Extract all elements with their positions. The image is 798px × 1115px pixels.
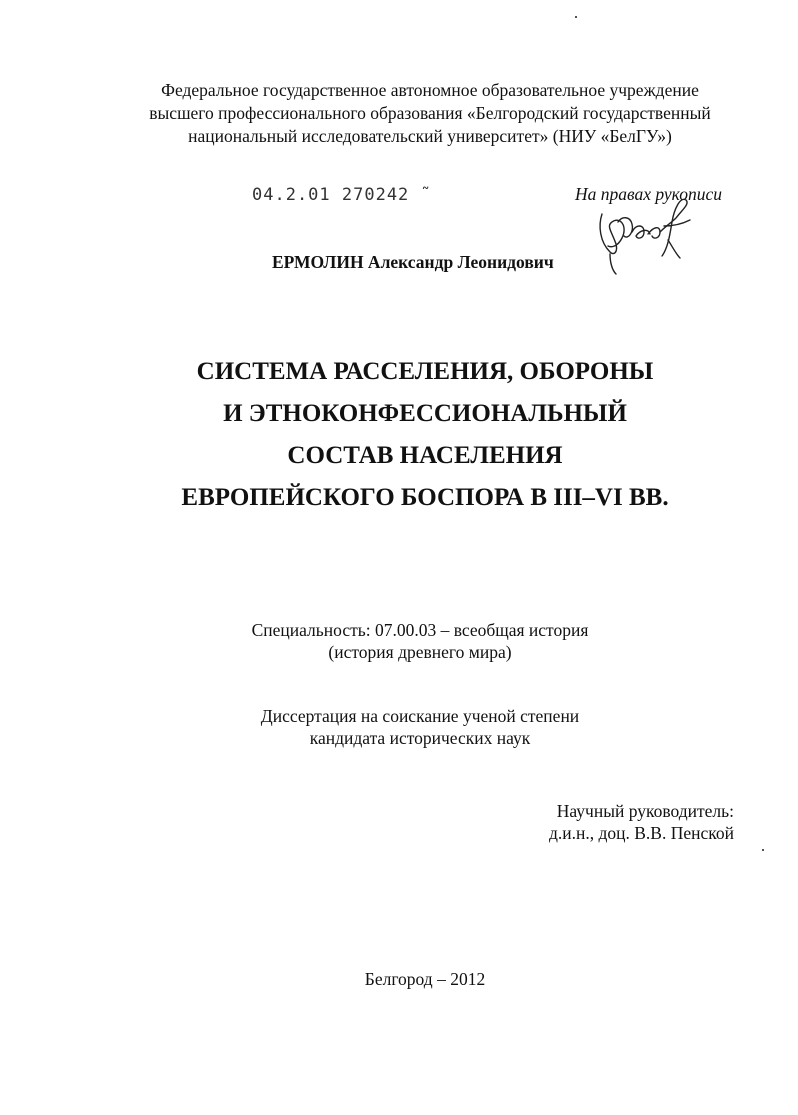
institution-line-2: высшего профессионального образования «Белгородский государственный	[149, 103, 711, 123]
institution-line-1: Федеральное государственное автономное образовательное учреждение	[161, 80, 699, 100]
title-line-2: И ЭТНОКОНФЕССИОНАЛЬНЫЙ	[223, 400, 627, 427]
specialty-line-2: (история древнего мира)	[328, 642, 512, 662]
author-name: ЕРМОЛИН Александр Леонидович	[272, 252, 554, 272]
specialty-line-1: Специальность: 07.00.03 – всеобщая история	[251, 620, 589, 640]
degree-line-2: кандидата исторических наук	[309, 728, 531, 748]
title-line-3: СОСТАВ НАСЕЛЕНИЯ	[287, 442, 563, 469]
supervisor-block	[549, 800, 734, 844]
institution-line-3: национальный исследовательский университет» (НИУ «БелГУ»)	[188, 126, 672, 146]
manuscript-rights-note: На правах рукописи	[575, 184, 722, 204]
supervisor-label: Научный руководитель:	[556, 801, 734, 821]
degree-line-1: Диссертация на соискание ученой степени	[260, 706, 580, 726]
degree-block	[120, 705, 720, 749]
institution-header	[90, 79, 770, 148]
city-year: Белгород – 2012	[364, 969, 486, 989]
specialty-block	[120, 619, 720, 663]
dissertation-title	[80, 351, 770, 519]
supervisor-name: д.и.н., доц. В.В. Пенской	[548, 823, 734, 843]
scan-speck	[762, 849, 764, 851]
title-line-4: ЕВРОПЕЙСКОГО БОСПОРА В III–VI ВВ.	[181, 484, 669, 511]
archive-stamp-number: 04.2.01 270242 ˜	[252, 185, 432, 205]
title-line-1: СИСТЕМА РАССЕЛЕНИЯ, ОБОРОНЫ	[196, 358, 654, 385]
handwritten-signature	[588, 196, 698, 276]
scan-speck	[575, 16, 577, 18]
